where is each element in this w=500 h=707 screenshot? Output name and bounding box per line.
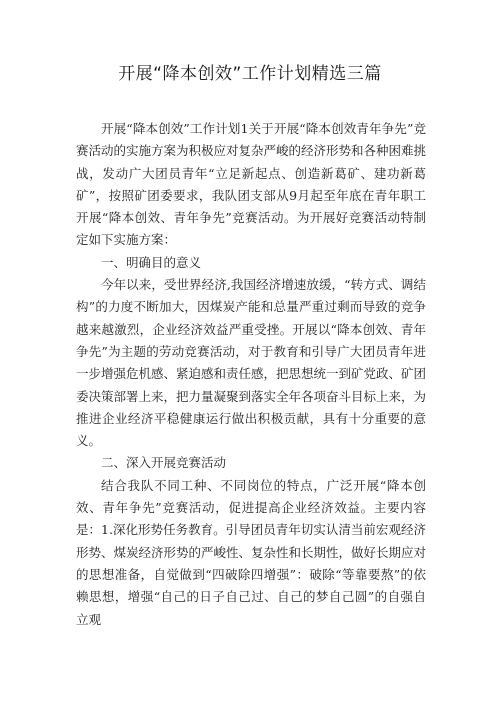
section-1-paragraph: 今年以来，受世界经济,我国经济增速放缓，“转方式、调结构”的力度不断加大，因煤炭产能和总量严重过剩而导致的竞争越来越激烈，企业经济效益严重受挫。开展以“降本创效、青年争先”为主题的劳动竞赛活动，对于教育和引导广大团员青年进一步增强危机感、紧迫感和责任感，把思想统一到矿党政、矿团委决策部署上来，把力量凝聚到落实全年各项奋斗目标上来，为推进企业经济平稳健康运行做出积极贡献，具有十分重要的意义。 bbox=[76, 277, 427, 449]
section-2-paragraph: 结合我队不同工种、不同岗位的特点，广泛开展“降本创效、青年争先”竞赛活动，促进提高企业经济效益。主要内容是：1.深化形势任务教育。引导团员青年切实认清当前宏观经济形势、煤炭经济形势的严峻性、复杂性和长期性，做好长期应对的思想准备，自觉做到“四破除四增强”：破除“等靠要熬”的依赖思想，增强“自己的日子自己过、自己的梦自己圆”的自强自立观 bbox=[76, 477, 427, 627]
intro-paragraph: 开展“降本创效”工作计划1关于开展“降本创效青年争先”竞赛活动的实施方案为积极应对复杂严峻的经济形势和各种困难挑战，发动广大团员青年“立足新起点、创造新葛矿、建功新葛矿”，按照矿团委要求，我队团支部从9月起至年底在青年职工开展“降本创效、青年争先”竞赛活动。为开展好竞赛活动特制定如下实施方案： bbox=[76, 121, 427, 248]
section-heading-1: 一、明确目的意义 bbox=[101, 254, 202, 270]
document-title: 开展“降本创效”工作计划精选三篇 bbox=[118, 64, 382, 84]
document-body bbox=[76, 118, 426, 631]
section-heading-2: 二、深入开展竞赛活动 bbox=[101, 455, 227, 471]
